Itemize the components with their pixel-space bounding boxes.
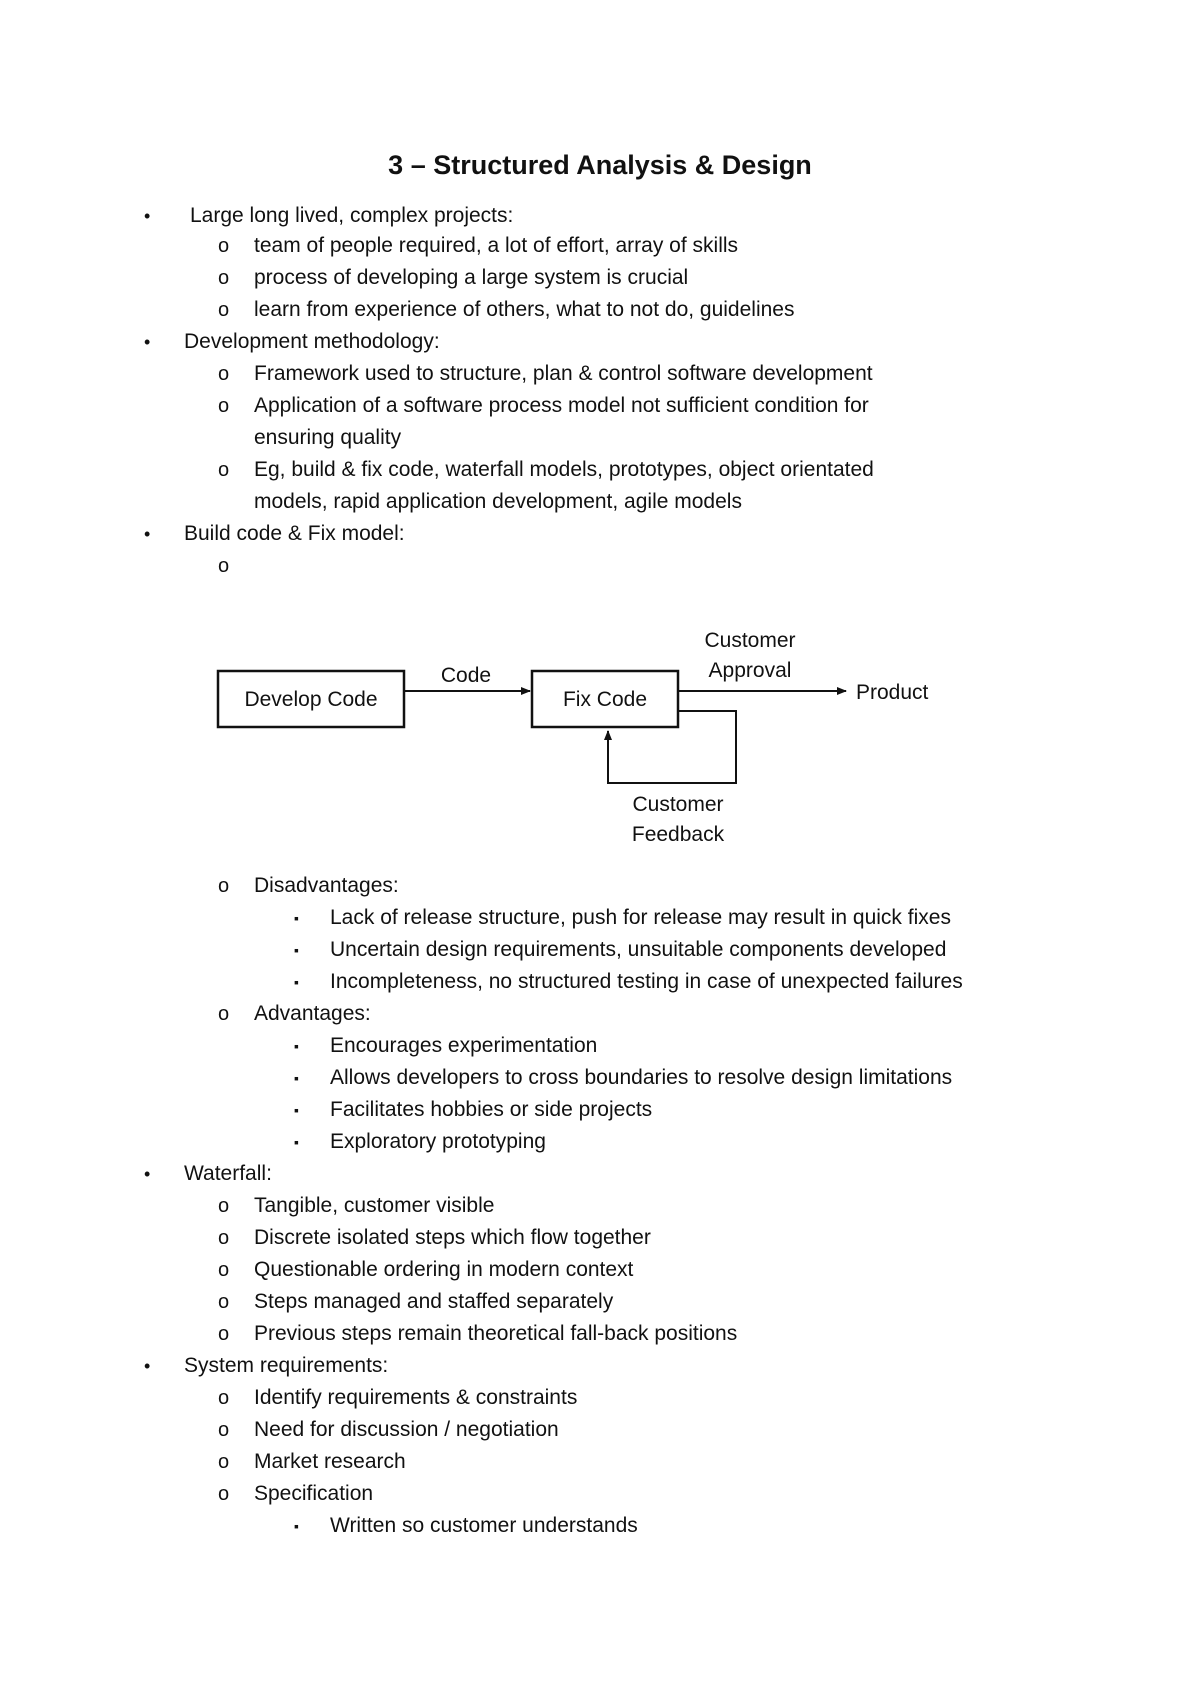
sub-item-text: Previous steps remain theoretical fall-back positions — [254, 1322, 738, 1345]
section-label: System requirements: — [184, 1354, 389, 1377]
sub-item-text: process of developing a large system is crucial — [254, 266, 689, 289]
sub-item-text: Tangible, customer visible — [254, 1194, 495, 1217]
fix-code-label: Fix Code — [562, 688, 648, 711]
bullet-marker: • — [144, 332, 151, 352]
square-bullet-marker: ▪ — [294, 1134, 299, 1150]
sub-bullet-marker: o — [218, 1387, 230, 1409]
page-title: 3 – Structured Analysis & Design — [388, 150, 812, 180]
sub-bullet-marker: o — [218, 1451, 230, 1473]
square-bullet-marker: ▪ — [294, 1038, 299, 1054]
develop-code-label: Develop Code — [244, 688, 378, 711]
bullet-marker: • — [144, 1164, 151, 1184]
sub-item-text: Market research — [254, 1450, 406, 1473]
sub-item-text: Need for discussion / negotiation — [254, 1418, 559, 1441]
section-label: Build code & Fix model: — [184, 522, 405, 545]
customer-feedback-label-2: Feedback — [631, 823, 725, 846]
sub-bullet-marker: o — [218, 299, 230, 321]
sub-bullet-marker: o — [218, 459, 230, 481]
build-fix-diagram — [210, 625, 970, 855]
customer-feedback-label-1: Customer — [632, 793, 724, 816]
sub-bullet-marker: o — [218, 1323, 230, 1345]
section-label: Large long lived, complex projects: — [190, 204, 514, 227]
sub-item-text: Framework used to structure, plan & control software development — [254, 362, 873, 385]
item-text: Incompleteness, no structured testing in case of unexpected failures — [330, 970, 963, 993]
sub-bullet-marker: o — [218, 235, 230, 257]
square-bullet-marker: ▪ — [294, 1070, 299, 1086]
sub-bullet-marker: o — [218, 1419, 230, 1441]
sub-item-text: Specification — [254, 1482, 374, 1505]
item-text: Written so customer understands — [330, 1514, 638, 1537]
sub-item-text: Questionable ordering in modern context — [254, 1258, 634, 1281]
sub-item-continuation: ensuring quality — [254, 426, 402, 449]
sub-item-text: team of people required, a lot of effort, array of skills — [254, 234, 739, 257]
sub-bullet-marker: o — [218, 267, 230, 289]
item-text: Allows developers to cross boundaries to resolve design limitations — [330, 1066, 953, 1089]
sub-bullet-marker: o — [218, 1003, 230, 1025]
sub-item-continuation: models, rapid application development, agile models — [254, 490, 742, 513]
sub-bullet-marker: o — [218, 1259, 230, 1281]
sub-bullet-marker: o — [218, 1227, 230, 1249]
square-bullet-marker: ▪ — [294, 974, 299, 990]
square-bullet-marker: ▪ — [294, 910, 299, 926]
square-bullet-marker: ▪ — [294, 1518, 299, 1534]
customer-approval-label-2: Approval — [708, 659, 792, 682]
sub-bullet-marker: o — [218, 555, 230, 577]
sub-item-text: Eg, build & fix code, waterfall models, prototypes, object orientated — [254, 458, 874, 481]
sub-item-text: Discrete isolated steps which flow together — [254, 1226, 651, 1249]
code-arrow-label: Code — [440, 664, 492, 687]
customer-approval-label-1: Customer — [704, 629, 796, 652]
square-bullet-marker: ▪ — [294, 1102, 299, 1118]
section-label: Waterfall: — [184, 1162, 272, 1185]
bullet-marker: • — [144, 1356, 151, 1376]
sub-bullet-marker: o — [218, 363, 230, 385]
sub-bullet-marker: o — [218, 875, 230, 897]
sub-bullet-marker: o — [218, 1291, 230, 1313]
item-text: Exploratory prototyping — [330, 1130, 546, 1153]
sub-item-text: Advantages: — [254, 1002, 371, 1025]
item-text: Uncertain design requirements, unsuitable components developed — [330, 938, 947, 961]
sub-bullet-marker: o — [218, 1483, 230, 1505]
sub-item-text: learn from experience of others, what to not do, guidelines — [254, 298, 795, 321]
sub-item-text: Steps managed and staffed separately — [254, 1290, 614, 1313]
product-label: Product — [856, 681, 929, 704]
item-text: Encourages experimentation — [330, 1034, 598, 1057]
sub-bullet-marker: o — [218, 395, 230, 417]
item-text: Facilitates hobbies or side projects — [330, 1098, 653, 1121]
sub-item-text: Identify requirements & constraints — [254, 1386, 578, 1409]
sub-item-text: Application of a software process model not sufficient condition for — [254, 394, 869, 417]
sub-bullet-marker: o — [218, 1195, 230, 1217]
square-bullet-marker: ▪ — [294, 942, 299, 958]
item-text: Lack of release structure, push for release may result in quick fixes — [330, 906, 951, 929]
bullet-marker: • — [144, 206, 151, 226]
section-label: Development methodology: — [184, 330, 440, 353]
bullet-marker: • — [144, 524, 151, 544]
sub-item-text: Disadvantages: — [254, 874, 399, 897]
